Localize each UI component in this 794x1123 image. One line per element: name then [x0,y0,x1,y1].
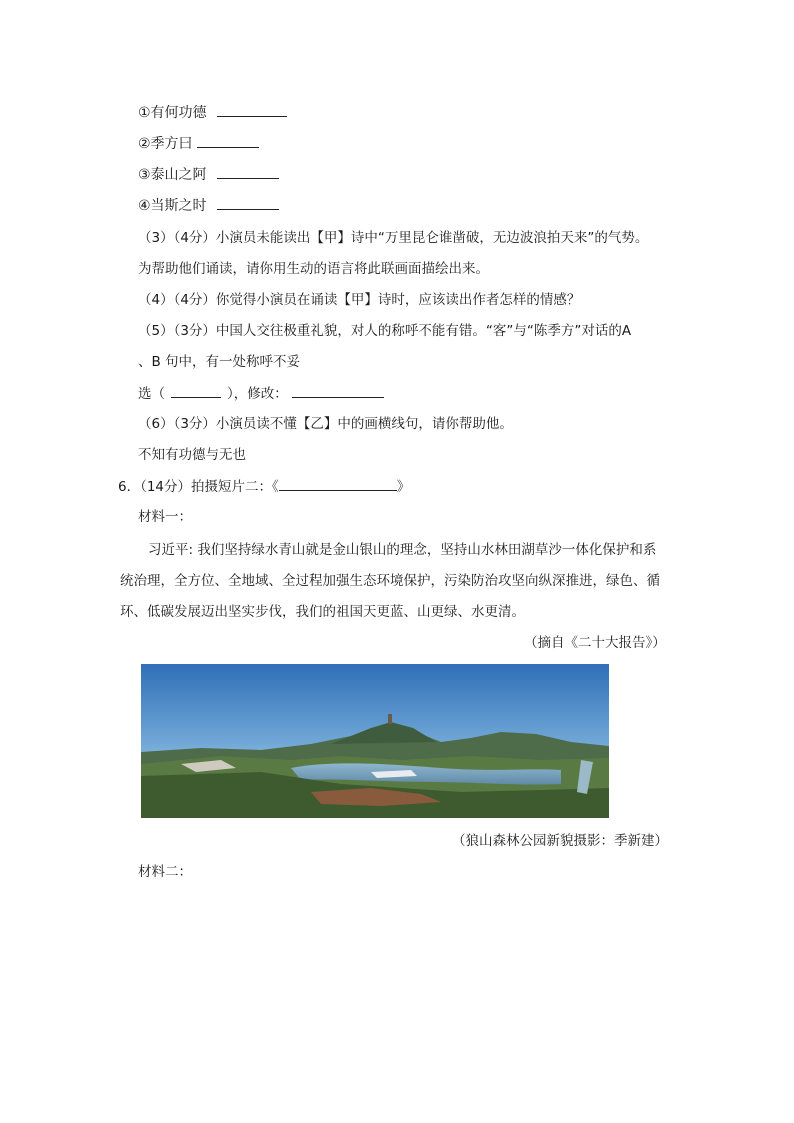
question-4-line-1: （4）（4分）你觉得小演员在诵读【甲】诗时，应该读出作者怎样的情感？ [138,292,581,308]
pagoda [388,714,392,724]
subitem-1-label: ①有何功德 [138,105,207,121]
subitem-2 [138,133,259,154]
question-5-line-2: 、B 句中，有一处称呼不妥 [138,354,301,370]
answer-blank-1[interactable] [217,102,287,117]
subitem-2-label: ②季方曰 [138,136,193,152]
material-1-source: （摘自《二十大报告》） [524,635,666,651]
park-photo-illustration [141,664,609,818]
question-5-choose [138,383,384,404]
subitem-4-label: ④当斯之时 [138,198,207,214]
choose-blank[interactable] [171,383,221,398]
revise-blank[interactable] [292,383,384,398]
subitem-4 [138,195,279,216]
item-6-title [118,476,410,497]
answer-blank-4[interactable] [217,195,279,210]
park-photo [141,664,609,818]
material-1-line-1: 习近平: 我们坚持绿水青山就是金山银山的理念，坚持山水林田湖草沙一体化保护和系 [148,542,657,558]
subitem-1 [138,102,287,123]
question-3-line-1: （3）（4分）小演员未能读出【甲】诗中“万里昆仑谁凿破，无边波浪拍天来”的气势。 [138,230,649,246]
answer-blank-3[interactable] [217,164,279,179]
title-blank[interactable] [279,476,397,491]
item-6-suffix: 》 [396,479,411,495]
answer-blank-2[interactable] [197,133,259,148]
material-1-line-2: 统治理，全方位、全地域、全过程加强生态环境保护，污染防治攻坚向纵深推进，绿色、循 [120,573,660,589]
question-6-line-1: （6）（3分）小演员读不懂【乙】中的画横线句，请你帮助他。 [138,416,513,432]
question-5-line-1: （5）（3分）中国人交往极重礼貌，对人的称呼不能有错。“客”与“陈季方”对话的A [138,323,632,339]
material-1-label: 材料一： [138,509,192,525]
choose-suffix: ），修改： [227,386,288,402]
photo-caption: （狼山森林公园新貌摄影：季新建） [452,833,668,849]
question-6-sentence: 不知有功德与无也 [138,447,246,463]
choose-prefix: 选（ [138,386,165,402]
material-2-label: 材料二： [138,864,192,880]
question-3-line-2: 为帮助他们诵读，请你用生动的语言将此联画面描绘出来。 [138,261,489,277]
subitem-3-label: ③泰山之阿 [138,167,207,183]
material-1-line-3: 环、低碳发展迈出坚实步伐，我们的祖国天更蓝、山更绿、水更清。 [120,604,525,620]
subitem-3 [138,164,279,185]
item-6-prefix: 6．（14分）拍摄短片二：《 [118,479,279,495]
